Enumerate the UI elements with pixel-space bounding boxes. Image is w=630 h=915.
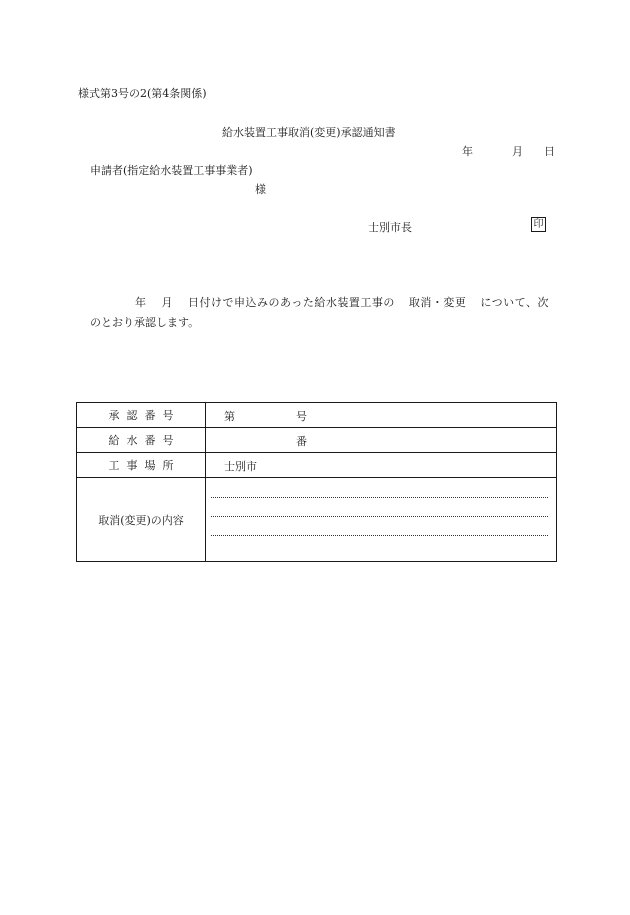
approval-number-prefix: 第 [224, 410, 235, 423]
water-number-cell [206, 428, 557, 453]
issuer-name: 士別市長 [368, 221, 412, 234]
seal-mark: 印 [531, 217, 546, 232]
table-row [77, 428, 557, 453]
date-year-label: 年 [462, 145, 473, 158]
table-row [77, 453, 557, 478]
change-content-label: 取消(変更)の内容 [77, 478, 206, 562]
work-location-label: 工事場所 [77, 453, 206, 478]
approval-number-cell [206, 403, 557, 428]
body-option-text: 取消・変更 [408, 296, 467, 309]
approval-info-table [76, 402, 557, 562]
work-location-cell [206, 453, 557, 478]
body-month-label: 月 [161, 296, 173, 309]
body-text-part-1: 日付けで申込みのあった給水装置工事の [188, 296, 395, 309]
form-number: 様式第3号の2(第4条関係) [78, 87, 207, 100]
date-day-label: 日 [544, 145, 555, 158]
approval-number-suffix: 号 [296, 410, 307, 423]
dotted-line [211, 535, 548, 536]
dotted-line [211, 497, 548, 498]
change-content-cell [206, 478, 557, 562]
honorific: 様 [255, 183, 266, 196]
applicant-label: 申請者(指定給水装置工事事業者) [90, 164, 253, 177]
work-location-value: 士別市 [224, 460, 257, 473]
body-text-part-2: について、次 [480, 296, 549, 309]
document-title: 給水装置工事取消(変更)承認通知書 [222, 126, 396, 139]
date-line [462, 143, 555, 159]
approval-number-label: 承認番号 [77, 403, 206, 428]
table-row [77, 478, 557, 562]
body-text-line-1 [135, 294, 549, 310]
body-text-line-2: のとおり承認します。 [90, 316, 200, 329]
water-number-suffix: 番 [296, 435, 307, 448]
water-number-label: 給水番号 [77, 428, 206, 453]
body-year-label: 年 [135, 296, 147, 309]
date-month-label: 月 [512, 145, 523, 158]
dotted-line [211, 516, 548, 517]
table-row [77, 403, 557, 428]
